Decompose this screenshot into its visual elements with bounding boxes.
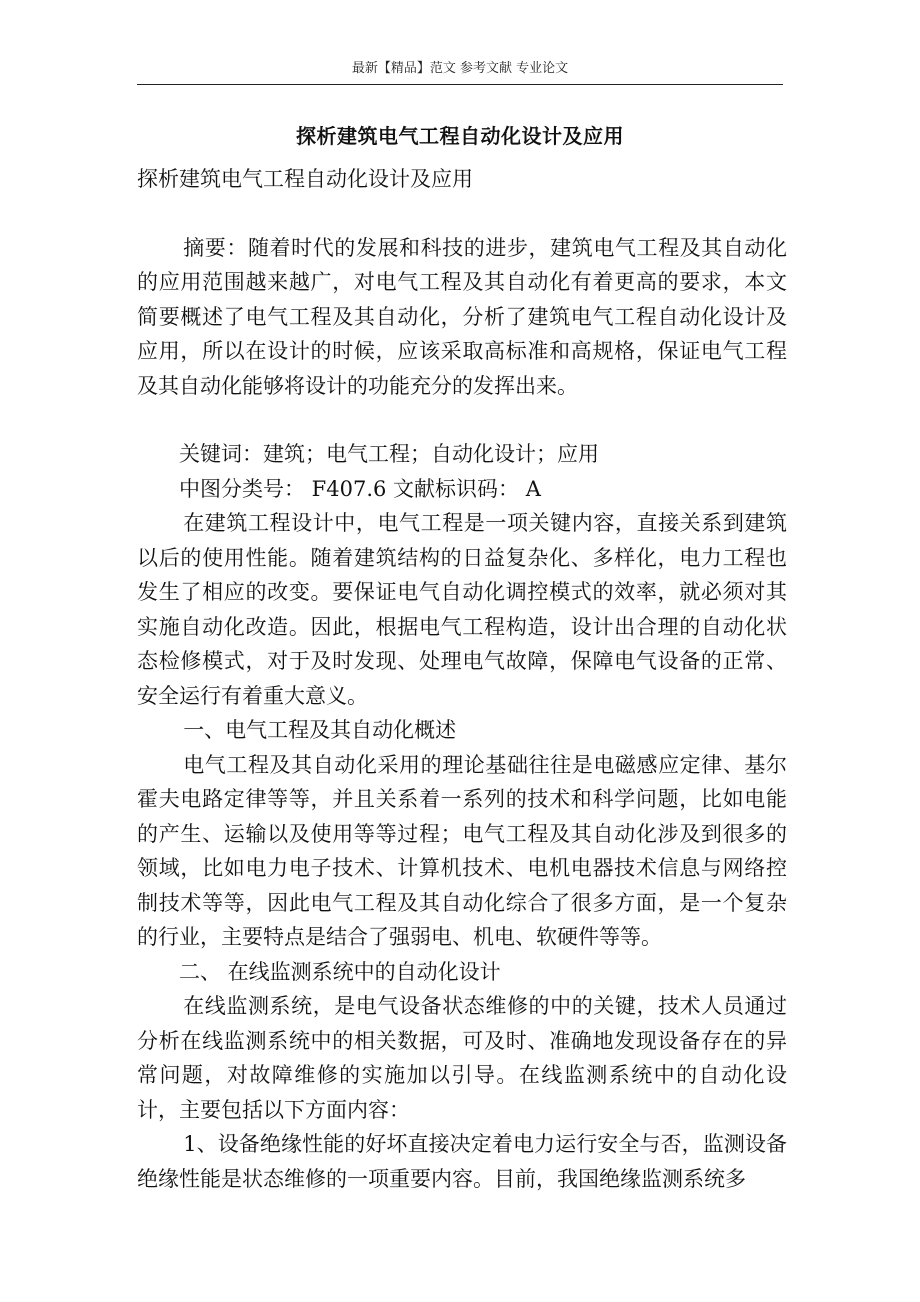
abstract-paragraph: 摘要：随着时代的发展和科技的进步，建筑电气工程及其自动化的应用范围越来越广，对电气工程及其自动化有着更高的要求，本文简要概述了电气工程及其自动化，分析了建筑电气工程自动化设计及应用，所以在设计的时候，应该采取高标准和高规格，保证电气工程及其自动化能够将设计的功能充分的发挥出来。 xyxy=(137,235,787,398)
header-text: 最新【精品】范文 参考文献 专业论文 xyxy=(351,61,569,76)
section1-heading: 一、电气工程及其自动化概述 xyxy=(183,718,457,742)
section2-paragraph: 在线监测系统，是电气设备状态维修的中的关键，技术人员通过分析在线监测系统中的相关数据，可及时、准确地发现设备存在的异常问题，对故障维修的实施加以引导。在线监测系统中的自动化设计，主要包括以下方面内容： xyxy=(137,994,787,1122)
document-subtitle: 探析建筑电气工程自动化设计及应用 xyxy=(137,167,473,191)
page-header xyxy=(137,58,783,85)
keywords-line: 关键词：建筑；电气工程；自动化设计；应用 xyxy=(179,442,599,466)
classification-line: 中图分类号： F407.6 文献标识码： A xyxy=(179,476,541,501)
section2-heading: 二、 在线监测系统中的自动化设计 xyxy=(179,959,501,984)
section1-paragraph: 电气工程及其自动化采用的理论基础往往是电磁感应定律、基尔霍夫电路定律等等，并且关系着一系列的技术和科学问题，比如电能的产生、运输以及使用等等过程；电气工程及其自动化涉及到很多的领域，比如电力电子技术、计算机技术、电机电器技术信息与网络控制技术等等，因此电气工程及其自动化综合了很多方面，是一个复杂的行业，主要特点是结合了强弱电、机电、软硬件等等。 xyxy=(137,752,787,949)
intro-paragraph: 在建筑工程设计中，电气工程是一项关键内容，直接关系到建筑以后的使用性能。随着建筑结构的日益复杂化、多样化，电力工程也发生了相应的改变。要保证电气自动化调控模式的效率，就必须对其实施自动化改造。因此，根据电气工程构造，设计出合理的自动化状态检修模式，对于及时发现、处理电气故障，保障电气设备的正常、安全运行有着重大意义。 xyxy=(137,511,787,708)
document-body xyxy=(137,162,787,1196)
document-title: 探析建筑电气工程自动化设计及应用 xyxy=(296,124,624,148)
item1-paragraph: 1、设备绝缘性能的好坏直接决定着电力运行安全与否，监测设备绝缘性能是状态维修的一项重要内容。目前，我国绝缘监测系统多 xyxy=(137,1132,787,1191)
